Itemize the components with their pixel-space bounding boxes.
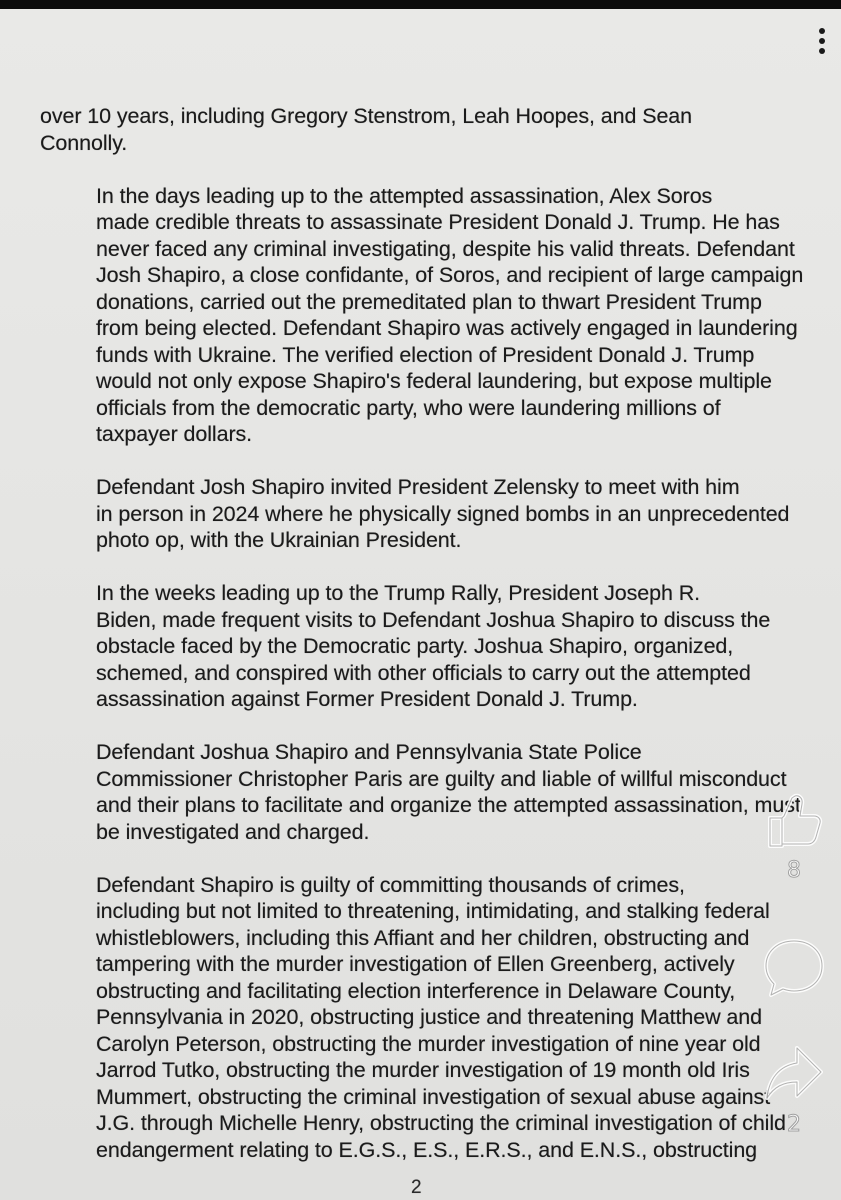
text-line: Defendant Joshua Shapiro and Pennsylvania State Police <box>96 740 642 764</box>
top-bar <box>0 0 841 9</box>
text-line: J.G. through Michelle Henry, obstructing the criminal investigation of child <box>96 1111 786 1135</box>
text-line: including but not limited to threatening, intimidating, and stalking federal <box>96 899 770 923</box>
text-line: Pennsylvania in 2020, obstructing justice and threatening Matthew and <box>96 1005 763 1029</box>
text-line: Mummert, obstructing the criminal investigation of sexual abuse against <box>96 1084 771 1109</box>
text-line: Carolyn Peterson, obstructing the murder investigation of nine year old <box>96 1031 761 1056</box>
like-button[interactable] <box>758 790 830 883</box>
document-body <box>40 103 804 1190</box>
text-line: and their plans to facilitate and organize the attempted assassination, must <box>96 793 801 817</box>
text-line: over 10 years, including Gregory Stenstrom, Leah Hoopes, and Sean <box>40 104 693 128</box>
text-line: be investigated and charged. <box>96 819 370 844</box>
text-line: endangerment relating to E.G.S., E.S., E.R.S., and E.N.S., obstructing <box>96 1137 758 1162</box>
text-line: taxpayer dollars. <box>96 422 253 446</box>
text-line: obstacle faced by the Democratic party. Joshua Shapiro, organized, <box>96 634 734 658</box>
text-line: schemed, and conspired with other officials to carry out the attempted <box>96 660 751 685</box>
paragraph <box>40 103 780 156</box>
text-line: made credible threats to assassinate President Donald J. Trump. He has <box>96 210 780 234</box>
share-arrow-icon <box>763 1040 825 1106</box>
share-count: 2 <box>787 1112 801 1137</box>
like-count: 8 <box>787 858 801 883</box>
text-line: Defendant Josh Shapiro invited President Zelensky to meet with him <box>96 475 740 499</box>
comment-bubble-icon <box>759 935 829 1001</box>
thumbs-up-icon <box>762 790 826 852</box>
text-line: Commissioner Christopher Paris are guilty and liable of willful misconduct <box>96 766 787 791</box>
paragraph <box>40 739 801 845</box>
paragraph <box>40 474 790 554</box>
text-line: Defendant Shapiro is guilty of committing thousands of crimes, <box>96 872 685 897</box>
text-line: tampering with the murder investigation of Ellen Greenberg, actively <box>96 952 735 976</box>
text-line: photo op, with the Ukrainian President. <box>96 528 462 552</box>
text-line: would not only expose Shapiro's federal laundering, but expose multiple <box>96 369 772 393</box>
text-line: assassination against Former President Donald J. Trump. <box>96 687 638 711</box>
text-line: donations, carried out the premeditated plan to thwart President Trump <box>96 289 762 314</box>
text-line: Josh Shapiro, a close confidante, of Soros, and recipient of large campaign <box>96 263 804 287</box>
paragraph <box>40 872 786 1164</box>
text-line: from being elected. Defendant Shapiro was actively engaged in laundering <box>96 316 798 340</box>
text-line: whistleblowers, including this Affiant and her children, obstructing and <box>96 925 750 950</box>
page-number: 2 <box>411 1177 422 1198</box>
share-button[interactable] <box>758 1040 830 1137</box>
more-vertical-icon[interactable] <box>812 23 832 63</box>
comment-button[interactable] <box>758 935 830 1001</box>
text-line: funds with Ukraine. The verified election of President Donald J. Trump <box>96 342 755 367</box>
paragraph <box>40 183 804 448</box>
text-line: In the days leading up to the attempted assassination, Alex Soros <box>96 183 713 208</box>
text-line: Jarrod Tutko, obstructing the murder investigation of 19 month old Iris <box>96 1058 750 1082</box>
text-line: Biden, made frequent visits to Defendant Joshua Shapiro to discuss the <box>96 607 771 632</box>
text-line: never faced any criminal investigating, despite his valid threats. Defendant <box>96 236 795 261</box>
text-line: In the weeks leading up to the Trump Rally, President Joseph R. <box>96 581 700 605</box>
paragraph <box>40 580 780 713</box>
text-line: officials from the democratic party, who were laundering millions of <box>96 395 721 420</box>
text-line: obstructing and facilitating election interference in Delaware County, <box>96 978 736 1003</box>
text-line: in person in 2024 where he physically signed bombs in an unprecedented <box>96 501 790 526</box>
text-line: Connolly. <box>40 130 128 155</box>
